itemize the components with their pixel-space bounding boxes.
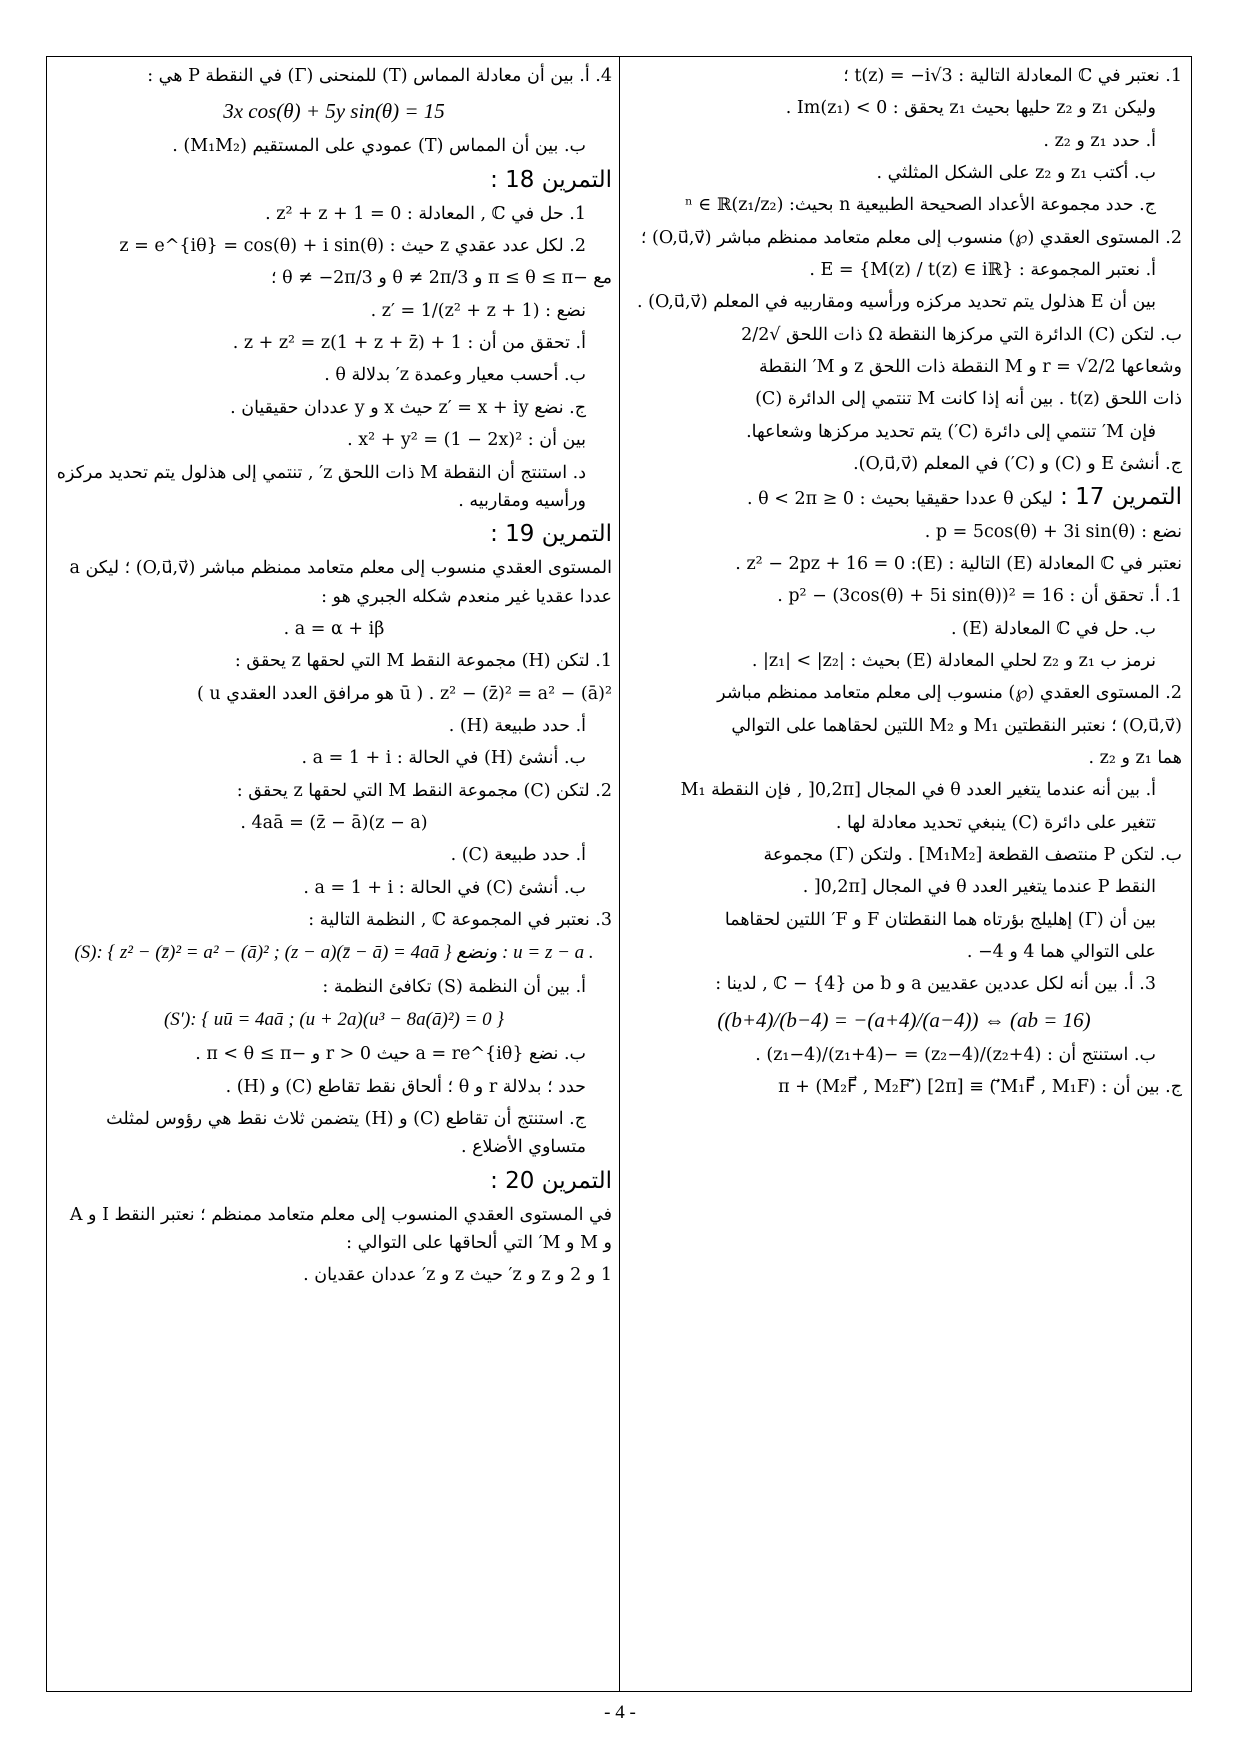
- exercise-item: 1. لتكن (H) مجموعة النقط M التي لحقها z يحقق :: [234, 651, 612, 672]
- exercise-item: نرمز ب z₁ و z₂ لحلي المعادلة (E) بحيث : |z₁| < |z₂| .: [751, 650, 1156, 671]
- exercise-title: التمرين 17 : ليكن θ عددا حقيقيا بحيث : 0 ≤ θ < 2π .: [746, 484, 1182, 511]
- column-divider: [619, 56, 620, 1692]
- exercise-item: بين أن E هذلول يتم تحديد مركزه ورأسيه ومقاربيه في المعلم (O,u⃗,v⃗) .: [637, 292, 1156, 313]
- exercise-item: أ. نعتبر المجموعة : E = {M(z) / t(z) ∈ iℝ} .: [809, 260, 1156, 281]
- exercise-item: فإن M′ تنتمي إلى دائرة (C′) يتم تحديد مركزها وشعاعها.: [746, 421, 1156, 442]
- formula-line: 3x cos(θ) + 5y sin(θ) = 15: [223, 99, 445, 124]
- exercise-title: التمرين 18 :: [490, 166, 612, 193]
- exercise-item: مع −π ≤ θ ≤ π و θ ≠ 2π/3 و θ ≠ −2π/3 ؛: [271, 268, 612, 289]
- exercise-item: ب. لتكن P منتصف القطعة [M₁M₂] . ولتكن (Γ) مجموعة: [763, 844, 1182, 865]
- exercise-item: حدد ؛ بدلالة r و θ ؛ ألحاق نقط تقاطع (C) و (H) .: [225, 1076, 586, 1097]
- exercise-item: 2. لكل عدد عقدي z حيث : z = e^{iθ} = cos(θ) + i sin(θ): [119, 236, 586, 257]
- exercise-item: أ. حدد طبيعة (C) .: [450, 845, 586, 866]
- exercise-item: 2. المستوى العقدي (℘) منسوب إلى معلم متعامد ممنظم مباشر (O,u⃗,v⃗) ؛: [640, 227, 1182, 248]
- exercise-item: بين أن (Γ) إهليلج بؤرتاه هما النقطتان F و F′ اللتين لحقاهما: [724, 909, 1156, 930]
- exercise-item: 1. أ. تحقق أن : p² − (3cos(θ) + 5i sin(θ))² = 16 .: [777, 586, 1182, 607]
- exercise-item: 3. نعتبر في المجموعة ℂ , النظمة التالية :: [308, 910, 612, 931]
- page-number: - 4 -: [604, 1702, 636, 1723]
- exercise-item: أ. بين أنه عندما يتغير العدد θ في المجال [0,2π[ , فإن النقطة M₁: [680, 780, 1156, 801]
- exercise-item: أ. تحقق من أن : 1 + z + z² = z(1 + z + z̄) .: [232, 333, 586, 354]
- exercise-title: التمرين 19 :: [490, 521, 612, 548]
- formula-line: (S′): { uū = 4aā ; (u + 2a)(u³ − 8a(ā)²) = 0 }: [163, 1009, 505, 1031]
- exercise-item: (O,u⃗,v⃗) ؛ نعتبر النقطتين M₁ و M₂ اللتين لحقاهما على التوالي: [731, 715, 1182, 736]
- exercise-item: على التوالي هما 4 و 4− .: [966, 941, 1156, 962]
- exercise-item: 1 و 2 و z و z′ حيث z و z′ عددان عقديان .: [303, 1265, 612, 1286]
- exercise-item: نضع : z′ = 1/(z² + z + 1) .: [370, 300, 586, 321]
- exercise-item: نعتبر في ℂ المعادلة (E) التالية : (E): z² − 2pz + 16 = 0 .: [735, 553, 1182, 574]
- exercise-item: تتغير على دائرة (C) ينبغي تحديد معادلة لها .: [835, 812, 1156, 833]
- exercise-item: 4. أ. بين أن معادلة المماس (T) للمنحنى (Γ) في النقطة P هي :: [147, 66, 612, 86]
- formula-line: a = α + iβ .: [283, 618, 385, 639]
- exercise-item: ب. أنشئ (C) في الحالة : a = 1 + i .: [303, 877, 586, 898]
- exercise-item: وليكن z₁ و z₂ حليها بحيث z₁ يحقق : Im(z₁) < 0 .: [785, 98, 1156, 119]
- exercise-item: ب. أنشئ (H) في الحالة : a = 1 + i .: [301, 748, 586, 769]
- exercise-item: ب. أحسب معيار وعمدة z′ بدلالة θ .: [324, 365, 586, 386]
- formula-line: ((b+4)/(b−4) = −(a+4)/(a−4)) ⇔ (ab = 16): [717, 1007, 1091, 1032]
- exercise-item: 2. المستوى العقدي (℘) منسوب إلى معلم متعامد ممنظم مباشر: [717, 683, 1182, 704]
- exercise-item: 1. نعتبر في ℂ المعادلة التالية : t(z) = −i√3 ؛: [843, 66, 1182, 86]
- exercise-title: التمرين 20 :: [490, 1167, 612, 1194]
- exercise-item: 3. أ. بين أنه لكل عددين عقديين a و b من ℂ − {4} , لدينا :: [715, 974, 1156, 995]
- exercise-item: د. استنتج أن النقطة M ذات اللحق z′ , تنتمي إلى هذلول يتم تحديد مركزه ورأسيه ومقاربيه .: [56, 462, 586, 511]
- exercise-item: وشعاعها r = √2/2 و M النقطة ذات اللحق z و M′ النقطة: [759, 357, 1182, 378]
- exercise-item: 2. لتكن (C) مجموعة النقط M التي لحقها z يحقق :: [236, 780, 612, 801]
- exercise-item: أ. بين أن النظمة (S) تكافئ النظمة :: [322, 977, 586, 998]
- left-column: [56, 62, 612, 1687]
- exercise-item: ب. بين أن المماس (T) عمودي على المستقيم (M₁M₂) .: [172, 136, 586, 157]
- exercise-item: أ. حدد z₁ و z₂ .: [1043, 130, 1156, 151]
- exercise-item: ب. حل في ℂ المعادلة (E) .: [951, 618, 1156, 639]
- exercise-item: أ. حدد طبيعة (H) .: [448, 715, 586, 736]
- exercise-item: النقط P عندما يتغير العدد θ في المجال [0,2π[ .: [802, 877, 1156, 898]
- exercise-item: ج. استنتج أن تقاطع (C) و (H) يتضمن ثلاث نقط هي رؤوس لمثلث متساوي الأضلاع .: [106, 1108, 586, 1158]
- exercise-item: 1. حل في ℂ , المعادلة : z² + z + 1 = 0 .: [265, 203, 586, 224]
- exercise-item: z² − (z̄)² = a² − (ā)² . ( ū هو مرافق العدد العقدي u ): [196, 683, 612, 704]
- exercise-item: ج. حدد مجموعة الأعداد الصحيحة الطبيعية n بحيث: (z₁/z₂)ⁿ ∈ ℝ: [685, 195, 1156, 216]
- formula-line: (z − a)(z̄ − ā) = 4aā .: [240, 812, 428, 833]
- exercise-item: ب. استنتج أن : (z₂+4)/(z₂−4) = −(z₁+4)/(z₁−4) .: [755, 1044, 1156, 1065]
- exercise-item: في المستوى العقدي المنسوب إلى معلم متعامد ممنظم ؛ نعتبر النقط I و A و M و M′ التي ألحاقها على التوالي :: [69, 1204, 612, 1253]
- exercise-item: ج. بين أن : (M₁F⃗ , M₁F′⃗) ≡ π + (M₂F⃗ , M₂F′⃗) [2π]: [778, 1077, 1182, 1098]
- exercise-item: بين أن : x² + y² = (1 − 2x)² .: [347, 430, 586, 451]
- exercise-item: ج. نضع z′ = x + iy حيث x و y عددان حقيقيان .: [230, 397, 586, 418]
- exercise-item: نضع : p = 5cos(θ) + 3i sin(θ) .: [924, 521, 1182, 542]
- exercise-item: ب. نضع a = re^{iθ} حيث r > 0 و −π < θ ≤ π .: [195, 1044, 586, 1065]
- exercise-item: ج. أنشئ E و (C) و (C′) في المعلم (O,u⃗,v⃗).: [853, 454, 1182, 475]
- exercise-item: هما z₁ و z₂ .: [1088, 747, 1182, 768]
- exercise-item: ب. لتكن (C) الدائرة التي مركزها النقطة Ω ذات اللحق √2/2: [741, 324, 1182, 345]
- exercise-item: ذات اللحق t(z) . بين أنه إذا كانت M تنتمي إلى الدائرة (C): [755, 389, 1182, 410]
- right-column: [626, 62, 1182, 1687]
- formula-line: (S): { z² − (z̄)² = a² − (ā)² ; (z − a)(z̄ − ā) = 4aā } ونضع : u = z − a .: [74, 942, 594, 964]
- exercise-item: ب. أكتب z₁ و z₂ على الشكل المثلثي .: [876, 163, 1156, 184]
- exercise-item: المستوى العقدي منسوب إلى معلم متعامد ممنظم مباشر (O,u⃗,v⃗) ؛ ليكن a عددا عقديا غير منعدم شكله الجبري هو :: [69, 558, 612, 607]
